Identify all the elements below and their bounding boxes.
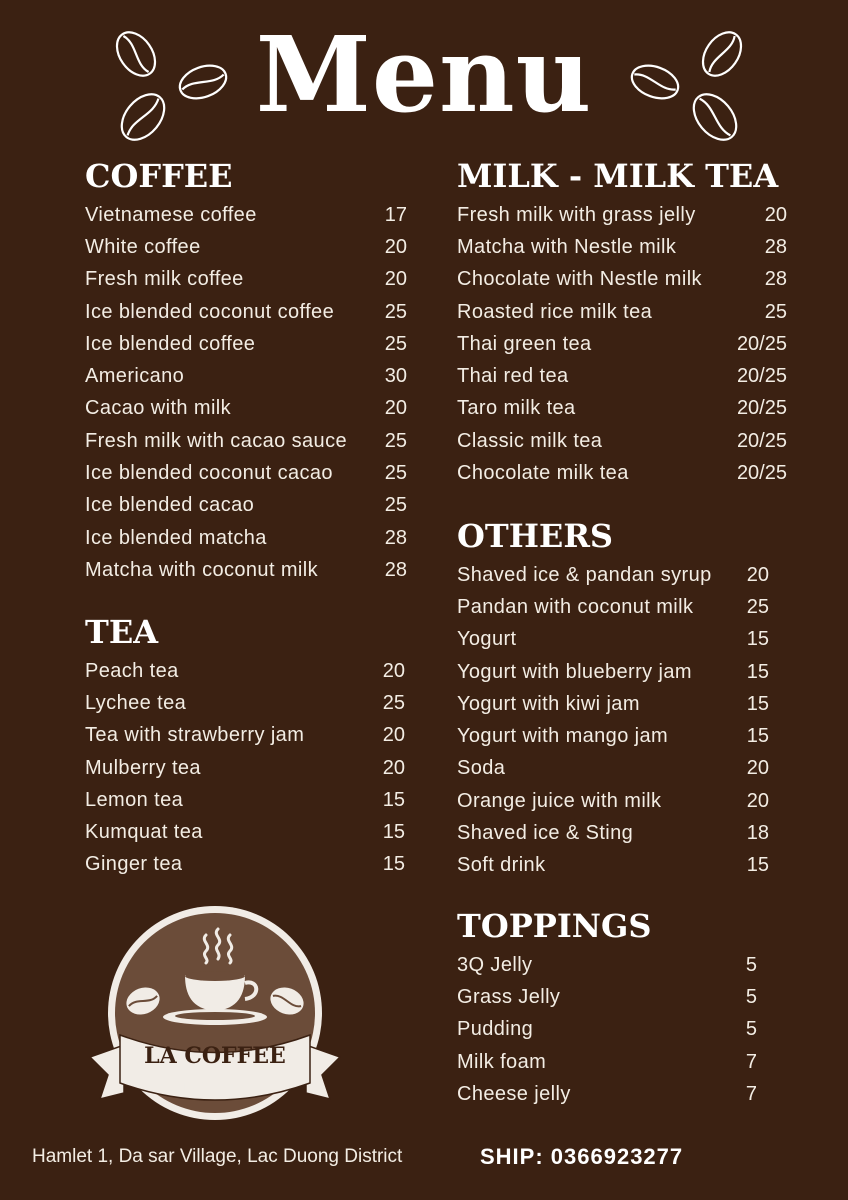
footer-ship-phone: SHIP: 0366923277	[480, 1144, 684, 1169]
item-price: 15	[382, 788, 405, 811]
item-price: 28	[384, 558, 407, 581]
item-price: 30	[384, 365, 407, 388]
menu-item	[85, 296, 407, 328]
item-price: 25	[382, 691, 405, 714]
menu-item	[457, 1014, 757, 1046]
item-name: Matcha with coconut milk	[85, 558, 319, 581]
item-name: Cheese jelly	[457, 1082, 571, 1105]
item-name: Ice blended coffee	[85, 332, 256, 355]
menu-list	[457, 199, 787, 490]
menu-item	[457, 624, 769, 656]
item-name: Kumquat tea	[85, 821, 203, 844]
menu-item	[85, 393, 407, 425]
item-name: Fresh milk coffee	[85, 268, 244, 291]
footer-address: Hamlet 1, Da sar Village, Lac Duong District	[32, 1146, 403, 1167]
menu-title: Menu	[255, 13, 593, 136]
item-name: Peach tea	[85, 659, 179, 682]
section-coffee	[85, 156, 407, 587]
item-price: 7	[745, 1050, 757, 1073]
item-name: Cacao with milk	[85, 397, 232, 420]
menu-item	[85, 655, 405, 687]
menu-item	[457, 328, 787, 360]
menu-item	[85, 784, 405, 816]
section-milk-tea	[457, 156, 787, 490]
item-price: 15	[382, 821, 405, 844]
menu-list	[457, 559, 769, 882]
item-price: 7	[745, 1082, 757, 1105]
item-name: Soft drink	[457, 854, 546, 877]
item-price: 18	[746, 822, 769, 845]
menu-item	[457, 591, 769, 623]
menu-item	[85, 752, 405, 784]
logo-since: SINCE 2018	[172, 1080, 258, 1094]
item-price: 20	[382, 724, 405, 747]
item-price: 25	[384, 462, 407, 485]
item-name: Ginger tea	[85, 853, 183, 876]
item-price: 5	[745, 953, 757, 976]
item-name: White coffee	[85, 235, 201, 258]
item-name: Fresh milk with cacao sauce	[85, 429, 348, 452]
section-heading: TEA	[85, 613, 159, 651]
item-price: 20/25	[736, 365, 787, 388]
item-name: Ice blended cacao	[85, 494, 255, 517]
item-price: 20	[746, 789, 769, 812]
menu-item	[85, 199, 407, 231]
menu-list	[457, 949, 757, 1110]
item-price: 15	[746, 854, 769, 877]
item-name: Pandan with coconut milk	[457, 595, 694, 618]
item-price: 17	[384, 203, 407, 226]
section-tea	[85, 612, 405, 881]
menu-item	[85, 360, 407, 392]
item-price: 15	[746, 628, 769, 651]
menu-item	[457, 656, 769, 688]
item-name: Grass Jelly	[457, 985, 561, 1008]
menu-item	[457, 457, 787, 489]
section-toppings	[457, 906, 757, 1110]
menu-item	[457, 425, 787, 457]
menu-item	[85, 554, 407, 586]
menu-item	[85, 231, 407, 263]
item-name: Yogurt	[457, 628, 517, 651]
item-price: 25	[384, 300, 407, 323]
menu-item	[457, 720, 769, 752]
item-price: 5	[745, 1018, 757, 1041]
menu-item	[457, 753, 769, 785]
item-price: 20	[384, 268, 407, 291]
item-name: Ice blended coconut coffee	[85, 300, 335, 323]
item-name: Shaved ice & Sting	[457, 822, 634, 845]
item-name: Thai green tea	[457, 332, 592, 355]
section-heading: COFFEE	[85, 157, 233, 195]
menu-item	[457, 231, 787, 263]
menu-item	[85, 720, 405, 752]
menu-item	[457, 817, 769, 849]
item-name: Lychee tea	[85, 691, 187, 714]
section-heading: MILK - MILK TEA	[457, 157, 779, 195]
item-price: 20/25	[736, 332, 787, 355]
item-price: 25	[764, 300, 787, 323]
item-name: Shaved ice & pandan syrup	[457, 563, 712, 586]
la-coffee-logo	[88, 905, 348, 1130]
item-price: 15	[746, 725, 769, 748]
item-price: 20/25	[736, 429, 787, 452]
menu-item	[457, 688, 769, 720]
section-heading: OTHERS	[457, 517, 614, 555]
item-price: 20	[746, 757, 769, 780]
item-price: 20	[764, 203, 787, 226]
menu-item	[457, 785, 769, 817]
item-name: Vietnamese coffee	[85, 203, 257, 226]
item-name: Americano	[85, 365, 185, 388]
menu-list	[85, 199, 407, 587]
item-price: 28	[384, 526, 407, 549]
item-name: Classic milk tea	[457, 429, 603, 452]
logo-name: LA COFFEE	[144, 1043, 286, 1069]
item-name: Yogurt with blueberry jam	[457, 660, 692, 683]
item-name: Chocolate with Nestle milk	[457, 268, 702, 291]
menu-item	[85, 687, 405, 719]
item-name: Roasted rice milk tea	[457, 300, 653, 323]
menu-item	[457, 1078, 757, 1110]
item-price: 20/25	[736, 462, 787, 485]
item-name: Soda	[457, 757, 506, 780]
item-price: 28	[764, 235, 787, 258]
item-price: 25	[384, 494, 407, 517]
item-price: 20	[382, 659, 405, 682]
item-price: 15	[382, 853, 405, 876]
item-name: Orange juice with milk	[457, 789, 662, 812]
item-name: Thai red tea	[457, 365, 569, 388]
coffee-beans-right-icon	[625, 22, 750, 147]
item-price: 20/25	[736, 397, 787, 420]
menu-item	[85, 849, 405, 881]
item-name: Ice blended coconut cacao	[85, 462, 333, 485]
menu-item	[85, 328, 407, 360]
item-name: Ice blended matcha	[85, 526, 267, 549]
menu-item	[457, 850, 769, 882]
menu-item	[85, 490, 407, 522]
item-name: Chocolate milk tea	[457, 462, 629, 485]
item-name: Yogurt with kiwi jam	[457, 692, 640, 715]
item-name: Tea with strawberry jam	[85, 724, 305, 747]
item-price: 25	[384, 332, 407, 355]
menu-item	[85, 264, 407, 296]
menu-item	[457, 981, 757, 1013]
item-price: 20	[384, 235, 407, 258]
menu-item	[457, 1046, 757, 1078]
item-name: Taro milk tea	[457, 397, 576, 420]
item-price: 28	[764, 268, 787, 291]
item-name: Milk foam	[457, 1050, 547, 1073]
item-name: Matcha with Nestle milk	[457, 235, 677, 258]
menu-item	[85, 425, 407, 457]
item-name: Yogurt with mango jam	[457, 725, 669, 748]
item-price: 25	[746, 595, 769, 618]
menu-item	[457, 264, 787, 296]
menu-item	[457, 393, 787, 425]
item-price: 20	[746, 563, 769, 586]
item-name: Lemon tea	[85, 788, 184, 811]
menu-item	[85, 457, 407, 489]
item-name: Pudding	[457, 1018, 534, 1041]
item-name: Fresh milk with grass jelly	[457, 203, 696, 226]
menu-list	[85, 655, 405, 881]
item-price: 15	[746, 692, 769, 715]
coffee-beans-left-icon	[108, 22, 233, 147]
item-price: 15	[746, 660, 769, 683]
item-name: 3Q Jelly	[457, 953, 533, 976]
menu-item	[457, 360, 787, 392]
item-price: 20	[382, 756, 405, 779]
menu-item	[457, 199, 787, 231]
section-others	[457, 516, 769, 882]
menu-item	[85, 522, 407, 554]
menu-item	[457, 296, 787, 328]
menu-item	[457, 559, 769, 591]
menu-item	[85, 816, 405, 848]
item-price: 25	[384, 429, 407, 452]
item-price: 5	[745, 985, 757, 1008]
section-heading: TOPPINGS	[457, 907, 652, 945]
item-price: 20	[384, 397, 407, 420]
menu-item	[457, 949, 757, 981]
item-name: Mulberry tea	[85, 756, 201, 779]
